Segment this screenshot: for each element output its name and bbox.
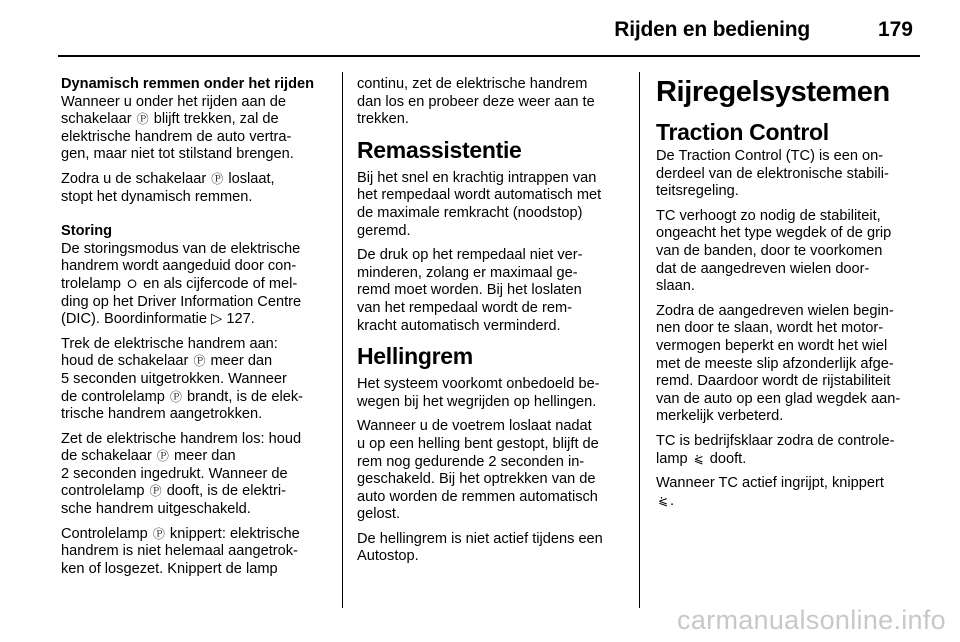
header-divider — [58, 55, 920, 57]
heading-storing: Storing — [61, 223, 113, 240]
paragraph-hill-start-3: De hellingrem is niet actief tijdens een Autostop. — [357, 530, 603, 565]
page-number: 179 — [877, 18, 913, 41]
reference-arrow-icon: ▷ — [211, 311, 223, 328]
paragraph-tc-5: Wanneer TC actief ingrijpt, knippert ⪁ . — [656, 475, 884, 509]
heading-rijregelsystemen: Rijregelsystemen — [656, 76, 890, 108]
parking-brake-icon: Ⓟ — [156, 449, 169, 464]
watermark: carmanualsonline.info — [677, 605, 946, 635]
paragraph-dynamic-braking: Wanneer u onder het rijden aan de schakelaar Ⓟ blijft trekken, zal de elektrische handrem de auto vertra- gen, maar niet tot stilstand brengen. — [61, 93, 294, 163]
parking-brake-icon: Ⓟ — [136, 112, 149, 127]
paragraph-fault-mode: De storingsmodus van de elektrische handrem wordt aangeduid door con- trolelamp ⭘ en als cijfercode of mel- ding op het Driver Information Centre (DIC). Boordinformatie ▷ 127. — [61, 240, 302, 328]
paragraph-tc-2: TC verhoogt zo nodig de stabiliteit, ongeacht het type wegdek of de grip van de banden, door te voorkomen dat de aangedreven wielen door- slaan. — [656, 207, 892, 295]
column-3 — [656, 76, 926, 517]
parking-brake-icon: Ⓟ — [152, 526, 165, 541]
heading-hellingrem: Hellingrem — [357, 343, 473, 370]
paragraph-tc-3: Zodra de aangedreven wielen begin- nen door te slaan, wordt het motor- vermogen beperkt en wordt het wiel met de meeste slip afzonderlijk afge- remd. Daardoor wordt de rijstabiliteit van de auto op een glad wegdek aan- merkelijk verbeterd. — [656, 302, 901, 425]
paragraph-release-switch: Zodra u de schakelaar Ⓟ loslaat, stopt het dynamisch remmen. — [61, 170, 275, 205]
parking-brake-icon: Ⓟ — [193, 354, 206, 369]
column-divider-1 — [342, 72, 343, 608]
paragraph-apply-brake: Trek de elektrische handrem aan: houd de schakelaar Ⓟ meer dan 5 seconden uitgetrokken. Wanneer de controlelamp Ⓟ brandt, is de elek- trische handrem aangetrokken. — [61, 335, 303, 423]
column-divider-2 — [639, 72, 640, 608]
paragraph-brake-assist-2: De druk op het rempedaal niet ver- minderen, zolang er maximaal ge- remd moet worden. Bij het loslaten van het rempedaal wordt de rem- kracht automatisch verminderd. — [357, 247, 583, 334]
paragraph-tc-4: TC is bedrijfsklaar zodra de controle- lamp ⪁ dooft. — [656, 432, 895, 467]
paragraph-tc-1: De Traction Control (TC) is een on- derdeel van de elektronische stabili- teitsregeling. — [656, 148, 889, 200]
traction-control-icon: ⪁ — [693, 451, 704, 466]
parking-brake-icon: Ⓟ — [211, 171, 224, 186]
parking-brake-icon: Ⓟ — [149, 484, 162, 499]
parking-brake-icon: Ⓟ — [169, 389, 182, 404]
paragraph-hill-start-1: Het systeem voorkomt onbedoeld be- wegen bij het wegrijden op hellingen. — [357, 376, 600, 410]
heading-traction-control: Traction Control — [656, 119, 829, 145]
paragraph-release-brake: Zet de elektrische handrem los: houd de schakelaar Ⓟ meer dan 2 seconden ingedrukt. Wanneer de controlelamp Ⓟ dooft, is de elektri- sche handrem uitgeschakeld. — [61, 430, 302, 518]
paragraph-hill-start-2: Wanneer u de voetrem loslaat nadat u op een helling bent gestopt, blijft de rem nog gedurende 2 seconden in- geschakeld. Bij het optrekken van de auto worden de remmen automatisch gelost. — [357, 418, 599, 523]
column-1 — [61, 76, 329, 585]
service-lamp-icon: ⭘ — [127, 276, 137, 291]
heading-dynamic-braking: Dynamisch remmen onder het rijden — [61, 76, 315, 92]
paragraph-continued: continu, zet de elektrische handrem dan los en probeer deze weer aan te trekken. — [357, 76, 595, 128]
paragraph-lamp-flashing: Controlelamp Ⓟ knippert: elektrische handrem is niet helemaal aangetrok- ken of losgezet. Knippert de lamp — [61, 525, 300, 577]
paragraph-brake-assist-1: Bij het snel en krachtig intrappen van het rempedaal wordt automatisch met de maximale remkracht (noodstop) geremd. — [357, 169, 602, 239]
page-header-title: Rijden en bediening — [614, 18, 810, 41]
traction-control-icon: ⪁ — [657, 493, 669, 508]
heading-remassistentie: Remassistentie — [357, 136, 522, 163]
column-2 — [357, 76, 629, 573]
